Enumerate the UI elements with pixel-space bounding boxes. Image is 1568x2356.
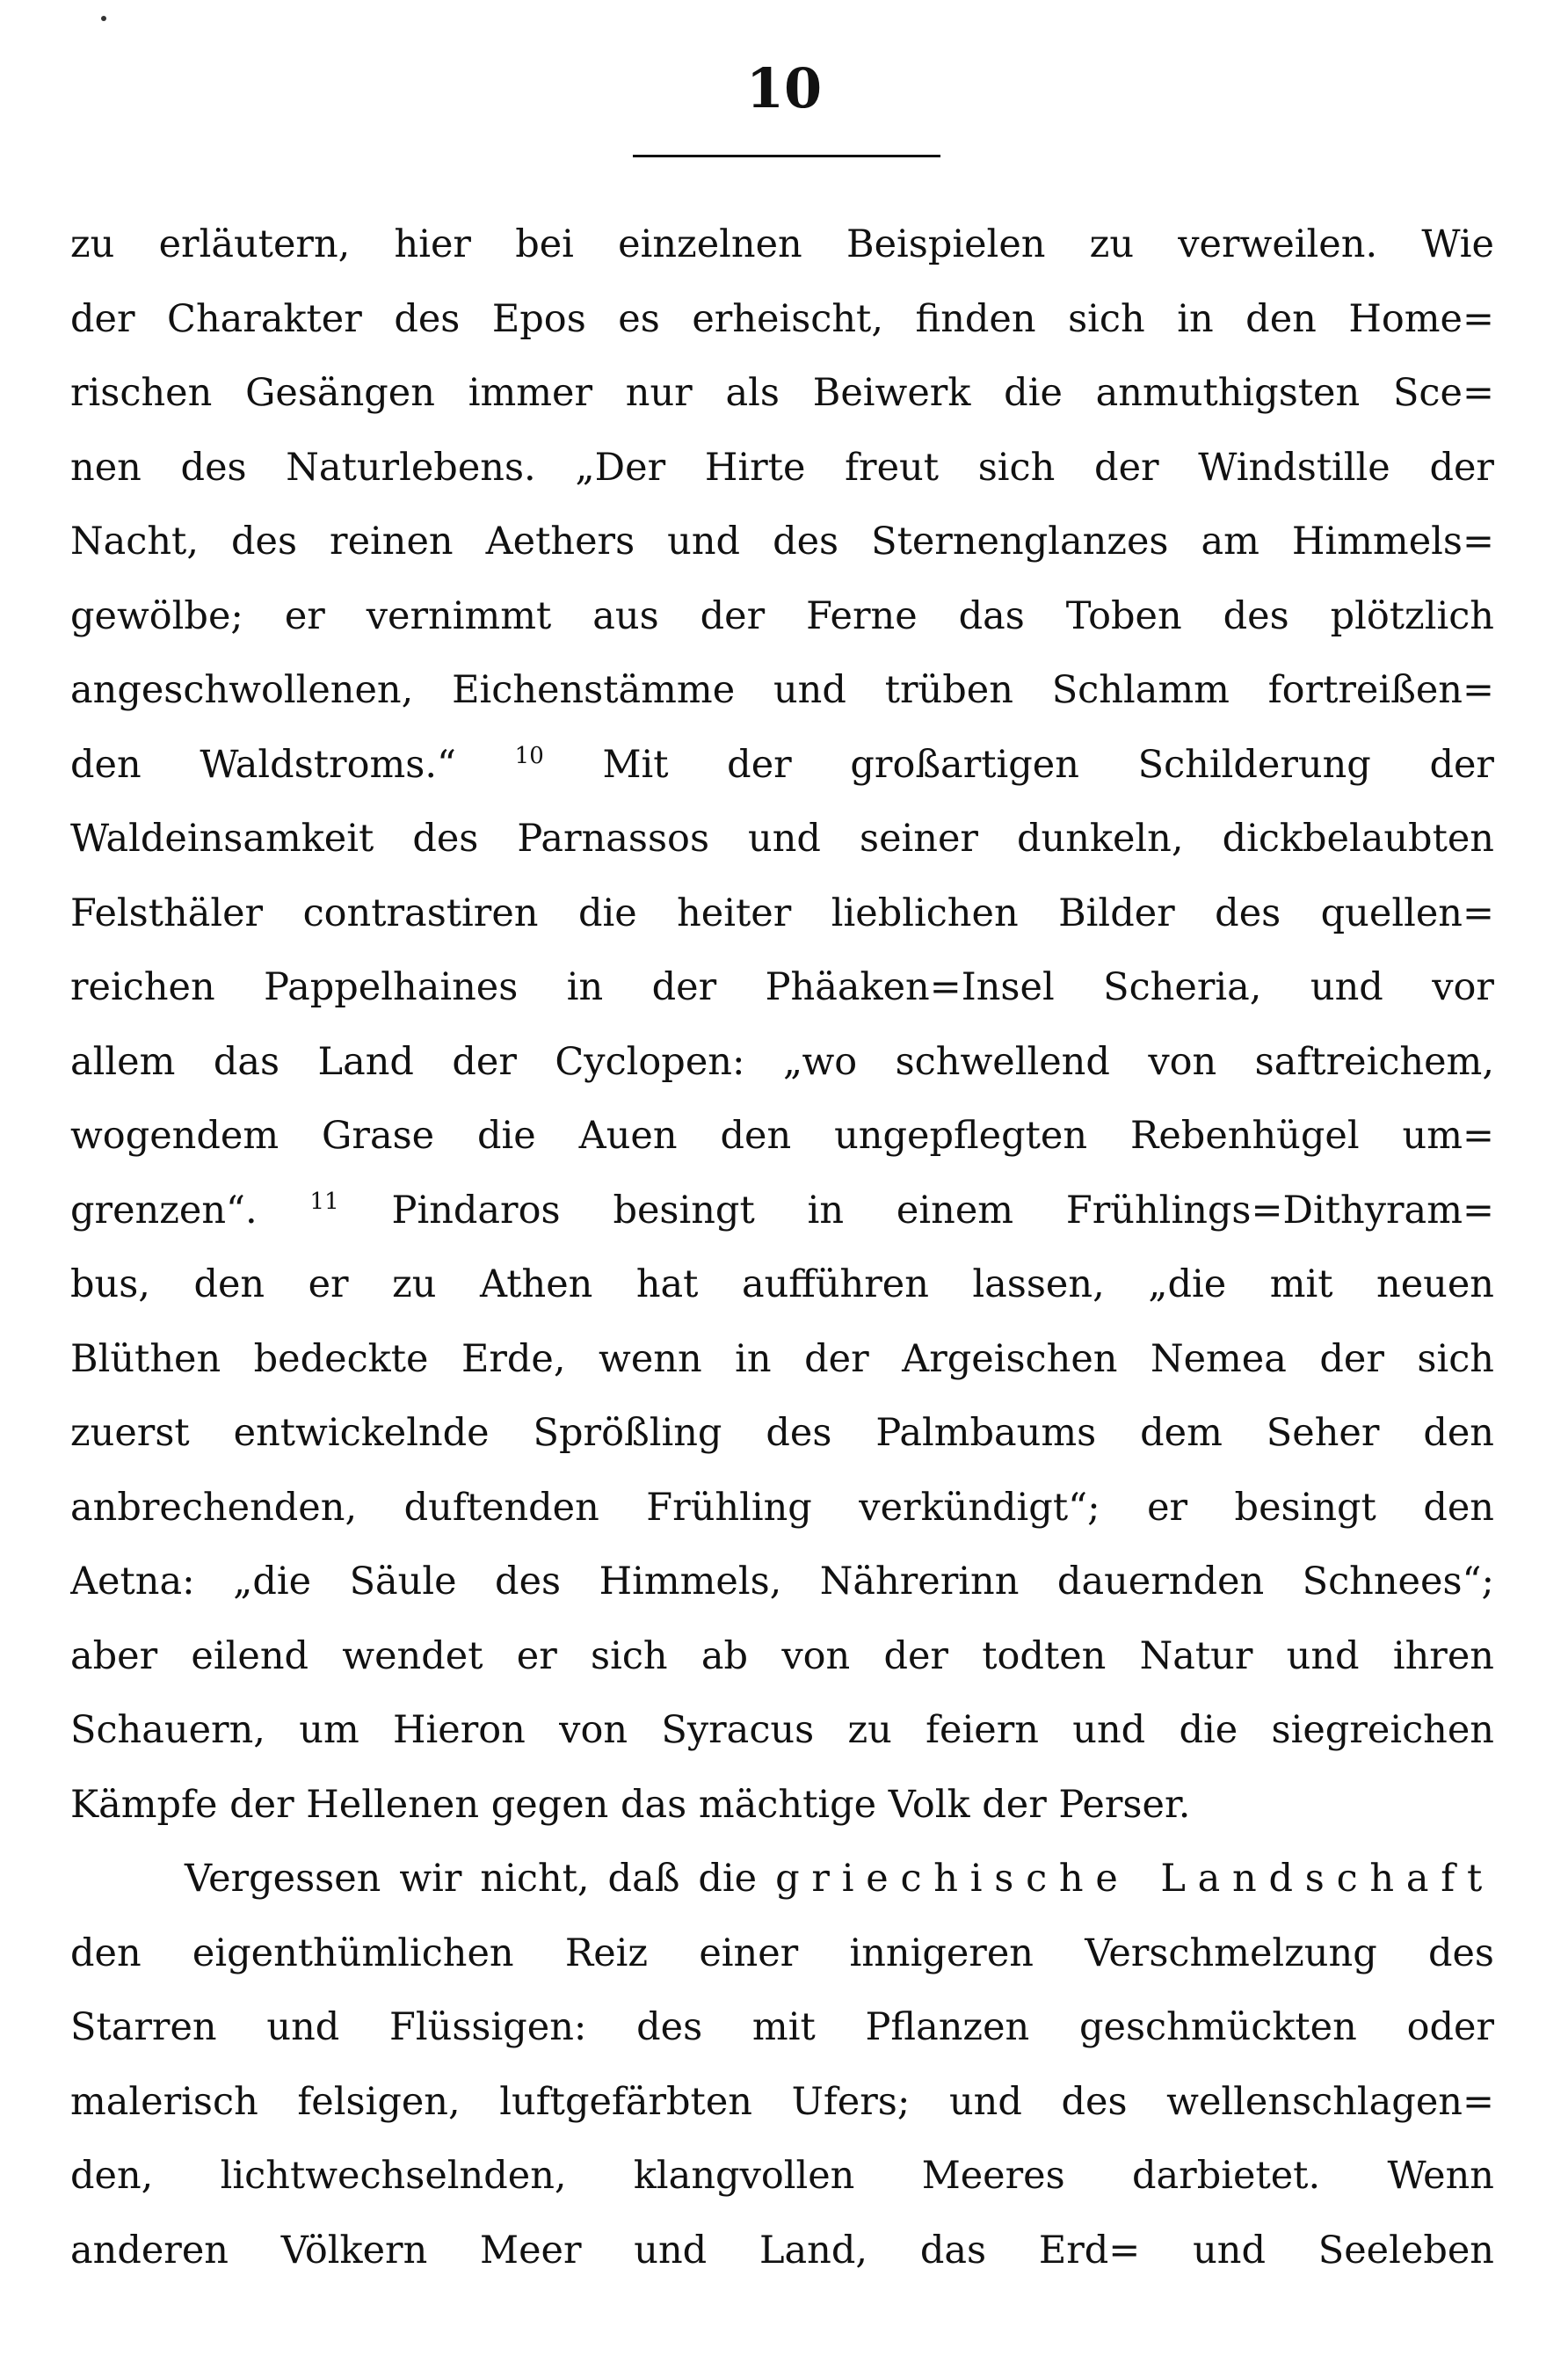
spaced-emphasis: griechische Landschaft xyxy=(775,1857,1494,1901)
text-line: Schauern, um Hieron von Syracus zu feiern und die siegreichen xyxy=(70,1708,1494,1752)
text-line: malerisch felsigen, luftgefärbten Ufers; und des wellenschlagen= xyxy=(70,2079,1494,2124)
text-line: Starren und Flüssigen: des mit Pflanzen geschmückten oder xyxy=(70,2005,1494,2049)
line-text: Vergessen wir nicht, daß die xyxy=(185,1857,758,1901)
text-line: aber eilend wendet er sich ab von der todten Natur und ihren xyxy=(70,1633,1494,1678)
text-line: bus, den er zu Athen hat aufführen lassen, „die mit neuen xyxy=(70,1262,1494,1306)
line-text: Pindaros besingt in einem Frühlings=Dithyram= xyxy=(391,1188,1494,1233)
text-line: nen des Naturlebens. „Der Hirte freut sich der Windstille der xyxy=(70,445,1494,490)
text-line xyxy=(70,1174,1494,1248)
text-line: wogendem Grase die Auen den ungepflegten Rebenhügel um= xyxy=(70,1114,1494,1158)
text-line: gewölbe; er vernimmt aus der Ferne das Toben des plötzlich xyxy=(70,593,1494,638)
text-line: den eigenthümlichen Reiz einer innigeren Verschmelzung des xyxy=(70,1931,1494,1975)
text-line xyxy=(70,728,1494,803)
text-line: reichen Pappelhaines in der Phäaken=Insel Scheria, und vor xyxy=(70,965,1494,1009)
line-text: den Waldstroms.“ xyxy=(70,742,456,787)
footnote-marker: 11 xyxy=(309,1188,339,1215)
text-line: angeschwollenen, Eichenstämme und trüben Schlamm fortreißen= xyxy=(70,668,1494,712)
line-text: Mit der großartigen Schilderung der xyxy=(602,742,1494,787)
text-line: Aetna: „die Säule des Himmels, Nährerinn dauernden Schnees“; xyxy=(70,1560,1494,1603)
text-line: der Charakter des Epos es erheischt, finden sich in den Home= xyxy=(70,296,1494,341)
text-line: rischen Gesängen immer nur als Beiwerk die anmuthigsten Sce= xyxy=(70,371,1494,415)
header-rule xyxy=(633,155,940,157)
page-number: 10 xyxy=(745,56,823,120)
body-text xyxy=(70,207,1494,2287)
text-line: Kämpfe der Hellenen gegen das mächtige Volk der Perser. xyxy=(70,1782,1191,1827)
text-line: Nacht, des reinen Aethers und des Sternenglanzes am Himmels= xyxy=(70,520,1494,564)
text-line: allem das Land der Cyclopen: „wo schwellend von saftreichem, xyxy=(70,1039,1494,1084)
text-line: Felsthäler contrastiren die heiter lieblichen Bilder des quellen= xyxy=(70,891,1494,935)
text-line: zuerst entwickelnde Sprößling des Palmbaums dem Seher den xyxy=(70,1411,1494,1455)
text-line: anderen Völkern Meer und Land, das Erd= und Seeleben xyxy=(70,2228,1494,2272)
text-line: zu erläutern, hier bei einzelnen Beispielen zu verweilen. Wie xyxy=(70,222,1494,266)
footnote-marker: 10 xyxy=(514,742,544,769)
line-text: grenzen“. xyxy=(70,1188,258,1233)
text-line: den, lichtwechselnden, klangvollen Meeres darbietet. Wenn xyxy=(70,2154,1494,2198)
text-line: Blüthen bedeckte Erde, wenn in der Argeischen Nemea der sich xyxy=(70,1336,1494,1381)
text-line xyxy=(70,1842,1494,1916)
ink-speck xyxy=(101,16,106,21)
text-line: anbrechenden, duftenden Frühling verkündigt“; er besingt den xyxy=(70,1485,1494,1530)
text-line: Waldeinsamkeit des Parnassos und seiner dunkeln, dickbelaubten xyxy=(70,817,1494,861)
